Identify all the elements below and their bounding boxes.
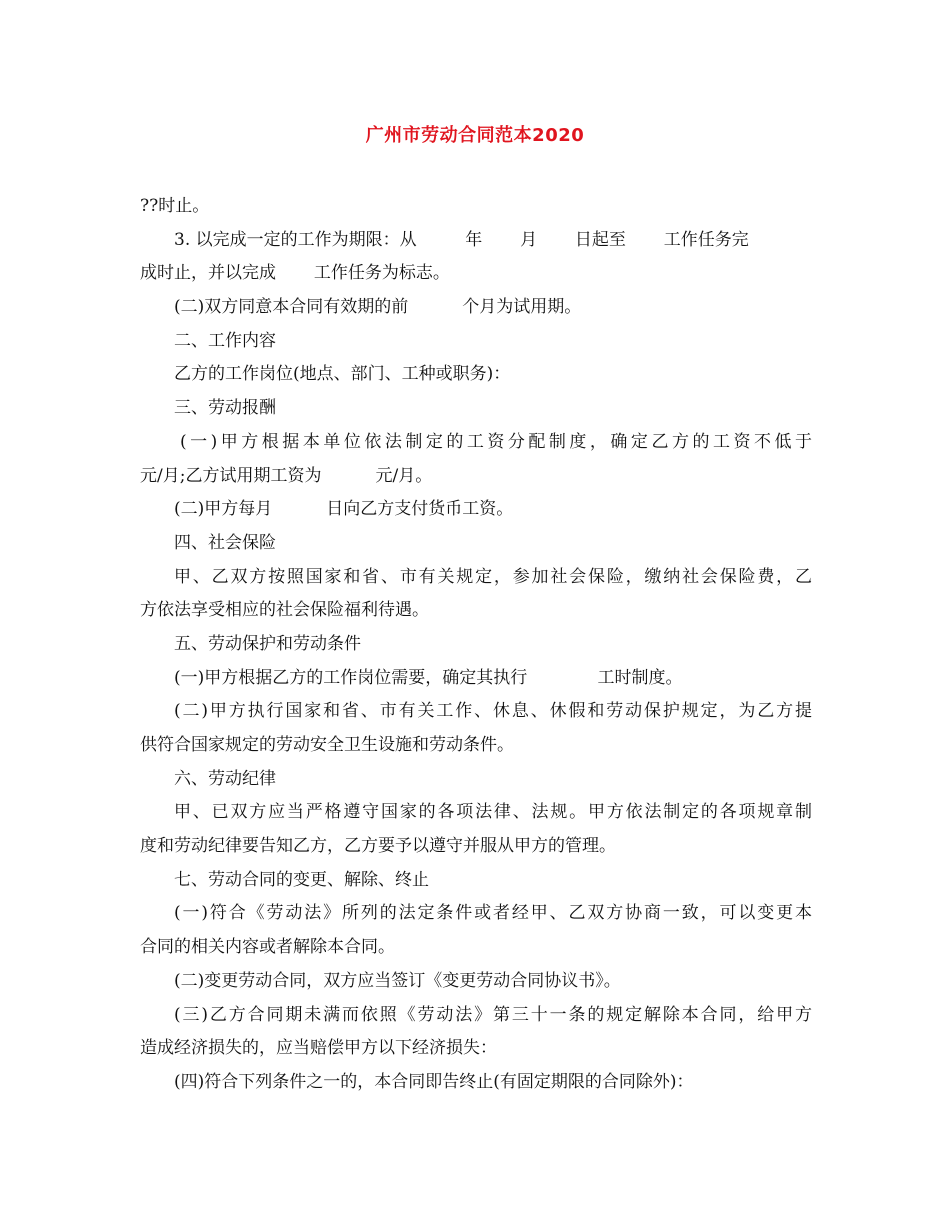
paragraph-line: 度和劳动纪律要告知乙方，乙方要予以遵守并服从甲方的管理。 [140,836,616,857]
paragraph-line: 元/月;乙方试用期工资为 元/月。 [140,465,433,486]
paragraph-line: 甲、乙双方按照国家和省、市有关规定，参加社会保险，缴纳社会保险费，乙 [174,566,812,587]
paragraph-line: 甲、已双方应当严格遵守国家的各项法律、法规。甲方依法制定的各项规章制 [174,802,812,823]
section-heading: 五、劳动保护和劳动条件 [174,633,361,654]
document-body [140,190,812,1100]
paragraph-line: (二)双方同意本合同有效期的前 个月为试用期。 [174,297,582,318]
paragraph-line: 供符合国家规定的劳动安全卫生设施和劳动条件。 [140,735,514,755]
paragraph-line: 方依法享受相应的社会保险福利待遇。 [140,600,429,621]
paragraph-line: 乙方的工作岗位(地点、部门、工种或职务)： [174,364,511,385]
paragraph-line: 成时止，并以完成 工作任务为标志。 [140,263,450,284]
section-heading: 二、工作内容 [174,330,276,351]
section-heading: 四、社会保险 [174,532,276,553]
paragraph-line: (二)甲方执行国家和省、市有关工作、休息、休假和劳动保护规定，为乙方提 [174,701,812,722]
section-heading: 三、劳动报酬 [174,398,276,419]
paragraph-line: (一)甲方根据本单位依法制定的工资分配制度，确定乙方的工资不低于 [180,431,812,452]
paragraph-line: (二)变更劳动合同，双方应当签订《变更劳动合同协议书》。 [174,970,621,991]
paragraph-line: (一)甲方根据乙方的工作岗位需要，确定其执行 工时制度。 [174,667,683,688]
paragraph-line: 造成经济损失的，应当赔偿甲方以下经济损失： [140,1038,497,1059]
paragraph-line: 合同的相关内容或者解除本合同。 [140,937,395,958]
paragraph-line: (四)符合下列条件之一的，本合同即告终止(有固定期限的合同除外)： [174,1071,694,1092]
paragraph-line: 3. 以完成一定的工作为期限：从 年 月 日起至 工作任务完 [174,229,749,250]
section-heading: 六、劳动纪律 [174,768,276,789]
paragraph-line: ??时止。 [140,196,210,216]
paragraph-line: (二)甲方每月 日向乙方支付货币工资。 [174,499,514,520]
paragraph-line: (一)符合《劳动法》所列的法定条件或者经甲、乙双方协商一致，可以变更本 [174,903,812,924]
paragraph-line: (三)乙方合同期未满而依照《劳动法》第三十一条的规定解除本合同，给甲方 [174,1004,812,1025]
document-title: 广州市劳动合同范本2020 [365,125,585,146]
section-heading: 七、劳动合同的变更、解除、终止 [174,869,429,890]
